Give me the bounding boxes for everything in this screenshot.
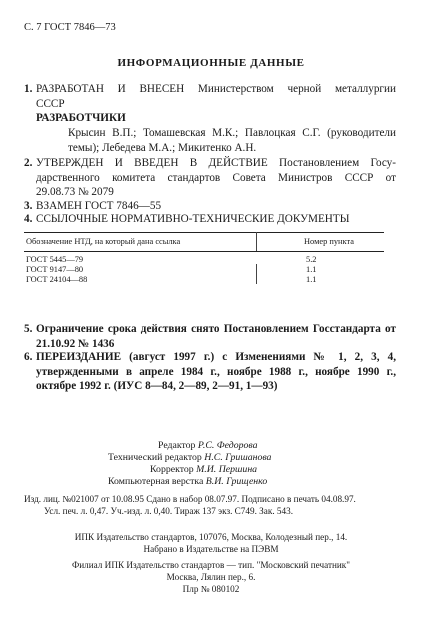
item-approved-line2: дарственного комитета стандартов Совета Министров СССР от	[36, 171, 396, 184]
table-top-rule	[24, 232, 384, 233]
item-reissue-line1: ПЕРЕИЗДАНИЕ (август 1997 г.) с Изменениями № 1, 2, 3, 4,	[36, 351, 396, 363]
table-row-3-document: ГОСТ 24104—88	[26, 275, 88, 284]
item-developed	[24, 82, 396, 156]
credit-name: Н.С. Гришанова	[204, 452, 272, 463]
credit-role: Технический редактор	[108, 452, 202, 463]
credit-name: Р.С. Федорова	[197, 440, 258, 451]
credit-role: Компьютерная верстка	[108, 476, 204, 487]
table-row-2-clause: 1.1	[306, 265, 317, 274]
credit-proofreader	[150, 464, 257, 476]
item-number: 5.	[24, 323, 33, 335]
credit-name: В.И. Грищенко	[205, 476, 268, 487]
item-reissue-line2: утвержденными в апреле 1984 г., ноябре 1988 г., ноябре 1990 г.,	[36, 365, 396, 378]
table-row-2-document: ГОСТ 9147—80	[26, 265, 84, 274]
credit-name: М.И. Першина	[196, 464, 258, 475]
developers-line1: Крысин В.П.; Томашевская М.К.; Павлоцкая С.Г. (руководители	[68, 127, 396, 140]
item-number: 6.	[24, 351, 33, 363]
imprint-plr: Плр № 080102	[182, 584, 240, 594]
imprint-typeset: Набрано в Издательстве на ПЭВМ	[143, 544, 279, 554]
table-header-rule	[24, 251, 384, 252]
item-approved-line1: УТВЕРЖДЕН И ВВЕДЕН В ДЕЙСТВИЕ Постановлением Госу-	[36, 157, 396, 169]
item-approved	[24, 156, 396, 202]
item-number: 3.	[24, 200, 33, 212]
imprint-publisher: ИПК Издательство стандартов, 107076, Москва, Колодезный пер., 14.	[74, 532, 348, 542]
item-limit-line1: Ограничение срока действия снято Постановлением Госстандарта от	[36, 323, 396, 335]
table-column-divider-body	[256, 264, 257, 284]
item-number: 4.	[24, 213, 33, 225]
item-developed-line1: РАЗРАБОТАН И ВНЕСЕН Министерством черной металлургии	[36, 83, 396, 95]
reference-table	[24, 232, 384, 294]
imprint-print-specs: Усл. печ. л. 0,47. Уч.-изд. л. 0,40. Тираж 137 экз. С749. Зак. 543.	[44, 506, 293, 516]
developers-label: РАЗРАБОТЧИКИ	[36, 112, 126, 125]
item-reissue	[24, 350, 396, 396]
section-title: ИНФОРМАЦИОННЫЕ ДАННЫЕ	[117, 57, 305, 69]
item-limit-line2: 21.10.92 № 1436	[36, 337, 115, 350]
table-column-divider	[256, 232, 257, 251]
table-row-1-document: ГОСТ 5445—79	[26, 255, 84, 264]
item-limit	[24, 322, 396, 352]
item-developed-line2: СССР	[36, 97, 65, 110]
credit-role: Редактор	[158, 440, 196, 451]
item-replaced-text: ВЗАМЕН ГОСТ 7846—55	[36, 200, 162, 212]
developers-line2: темы); Лебедева М.А.; Микитенко А.Н.	[68, 141, 257, 154]
item-number: 2.	[24, 157, 33, 169]
item-references	[24, 212, 396, 227]
item-reissue-line3: октябре 1992 г. (ИУС 8—84, 2—89, 2—91, 1—93)	[36, 380, 278, 393]
credit-tech-editor	[108, 452, 271, 464]
credit-role: Корректор	[150, 464, 194, 475]
table-header-document: Обозначение НТД, на который дана ссылка	[26, 237, 181, 246]
table-header-clause: Номер пункта	[304, 237, 354, 246]
imprint-license-line: Изд. лиц. №021007 от 10.08.95 Сдано в набор 08.07.97. Подписано в печать 04.08.97.	[24, 494, 356, 504]
item-number: 1.	[24, 83, 33, 95]
imprint-branch: Филиал ИПК Издательство стандартов — тип. "Московский печатник"	[71, 560, 351, 570]
imprint-branch-address: Москва, Лялин пер., 6.	[166, 572, 256, 582]
table-row-1-clause: 5.2	[306, 255, 317, 264]
credit-layout	[108, 476, 267, 488]
running-header: С. 7 ГОСТ 7846—73	[24, 22, 116, 33]
credit-editor	[158, 440, 258, 452]
item-approved-line3: 29.08.73 № 2079	[36, 186, 114, 199]
table-row-3-clause: 1.1	[306, 275, 317, 284]
item-references-text: ССЫЛОЧНЫЕ НОРМАТИВНО-ТЕХНИЧЕСКИЕ ДОКУМЕНТЫ	[36, 213, 350, 225]
